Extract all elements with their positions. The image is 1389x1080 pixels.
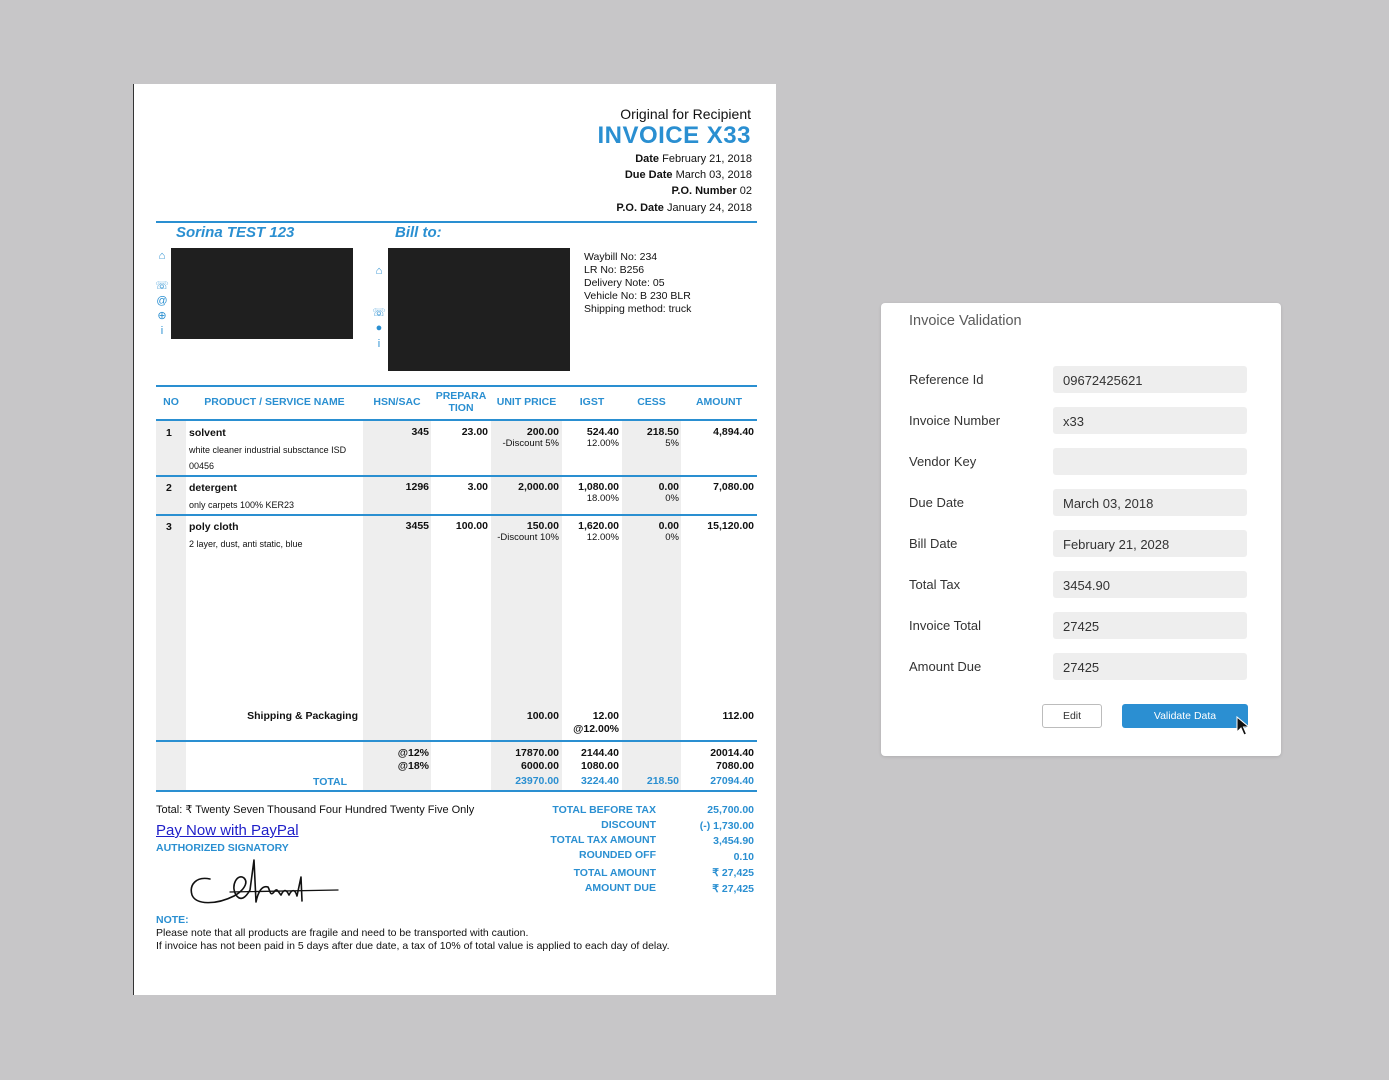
table-header-line bbox=[156, 419, 757, 421]
column-header-igst: IGST bbox=[579, 396, 605, 408]
invoice-po-date: P.O. Date January 24, 2018 bbox=[616, 202, 752, 214]
row-divider bbox=[156, 475, 757, 477]
invoice-date: Date February 21, 2018 bbox=[635, 153, 752, 165]
column-header-hsn: HSN/SAC bbox=[373, 396, 421, 408]
amount-due-input[interactable]: 27425 bbox=[1053, 653, 1247, 680]
header-divider bbox=[156, 221, 757, 223]
globe-icon: ⊕ bbox=[157, 310, 167, 322]
column-header-product: PRODUCT / SERVICE NAME bbox=[204, 396, 345, 408]
column-header-preparation: PREPARA TION bbox=[435, 390, 487, 414]
signature bbox=[188, 852, 340, 912]
field-invoice-total: Invoice Total 27425 bbox=[909, 612, 1247, 640]
column-header-cess: CESS bbox=[637, 396, 666, 408]
table-top-line bbox=[156, 385, 757, 387]
row-divider bbox=[156, 514, 757, 516]
field-total-tax: Total Tax 3454.90 bbox=[909, 571, 1247, 599]
column-header-amount: AMOUNT bbox=[695, 396, 743, 408]
field-reference-id: Reference Id 09672425621 bbox=[909, 366, 1247, 394]
invoice-po-number: P.O. Number 02 bbox=[671, 185, 752, 197]
invoice-number-input[interactable]: x33 bbox=[1053, 407, 1247, 434]
due-date-input[interactable]: March 03, 2018 bbox=[1053, 489, 1247, 516]
person-icon: ● bbox=[375, 322, 383, 334]
email-icon: @ bbox=[156, 295, 168, 307]
phone-icon: ☏ bbox=[372, 307, 386, 319]
mouse-cursor-icon bbox=[1236, 716, 1250, 736]
vendor-key-input[interactable] bbox=[1053, 448, 1247, 475]
seller-name: Sorina TEST 123 bbox=[176, 224, 295, 241]
invoice-document: Original for Recipient INVOICE X33 Date February 21, 2018 Due Date March 03, 2018 P.O. Number 02 P.O. Date January 24, 2018 Sorina TEST 123 Bill to: ⌂ ☏ @ ⊕ i ⌂ ☏ ● i Waybill No: 234 LR No: B256 Delivery Note: 05 Vehicle No: B 230 BLR Shipping method: truck NO PRODUCT / SERVICE NAME HSN/SAC PREPARA TION UNIT PRICE IGST CESS AMOUNT 1 solvent white cleaner industrial subsctance ISD 00456 345 23.00 200.00 -Discount 5% 524.40 12.00% 218.50 5% 4,894.40 2 detergent only carpets 100% KER23 1296 3.00 2,000.00 1,080.00 18.00% 0.00 0% 7,080.00 3 poly cloth 2 layer, dust, anti static, blue 3455 100.00 150.00 -Discount 10% 1,620.00 12.00% 0.00 0% 15,120.00 Shipping & Packaging 100.00 12.00 @12.00% 112.00 @12% 17870.00 2144.40 20014.40 @18% 6000.00 1080.00 7080.00 TOTAL 23970.00 3224.40 218.50 27094.40 Total: ₹ Twenty Seven Thousand Four Hundred Twenty Five Only Pay Now with PayPal AUTHORIZED SIGNATORY TOTAL BEFORE TAX DISCOUNT TOTAL TAX AMOUNT ROUNDED OFF TOTAL AMOUNT AMOUNT DUE 25,700.00 (-) 1,730.00 3,454.90 0.10 ₹ 27,425 ₹ 27,425 NOTE: Please note that all products are fragile and need to be transported with caution. If invoice has not been paid in 5 days after due date, a tax of 10% of total value is applied to each day of delay. bbox=[133, 84, 776, 995]
invoice-copy-label: Original for Recipient bbox=[620, 106, 751, 122]
info-icon: i bbox=[160, 325, 164, 337]
column-header-no: NO bbox=[163, 396, 179, 408]
invoice-validation-panel bbox=[881, 303, 1281, 756]
edit-button[interactable]: Edit bbox=[1042, 704, 1102, 728]
bill-to-label: Bill to: bbox=[395, 224, 442, 241]
summary-labels: TOTAL BEFORE TAX DISCOUNT TOTAL TAX AMOUNT ROUNDED OFF TOTAL AMOUNT AMOUNT DUE bbox=[550, 804, 656, 894]
buyer-address-redacted bbox=[388, 248, 570, 371]
reference-id-input[interactable]: 09672425621 bbox=[1053, 366, 1247, 393]
invoice-title: INVOICE X33 bbox=[597, 122, 751, 149]
seller-address-redacted bbox=[171, 248, 353, 339]
paypal-link[interactable]: Pay Now with PayPal bbox=[156, 822, 299, 839]
signatory-label: AUTHORIZED SIGNATORY bbox=[156, 842, 289, 854]
panel-title: Invoice Validation bbox=[909, 313, 1022, 329]
field-invoice-number: Invoice Number x33 bbox=[909, 407, 1247, 435]
home-icon: ⌂ bbox=[158, 250, 166, 262]
field-vendor-key: Vendor Key bbox=[909, 448, 1247, 476]
invoice-note: NOTE: Please note that all products are fragile and need to be transported with caution. If invoice has not been paid in 5 days after due date, a tax of 10% of total value is applied to each day of delay. bbox=[156, 914, 670, 952]
totals-bottom-line bbox=[156, 790, 757, 792]
total-in-words: Total: ₹ Twenty Seven Thousand Four Hundred Twenty Five Only bbox=[156, 804, 475, 816]
info-icon: i bbox=[377, 338, 381, 350]
home-icon: ⌂ bbox=[375, 265, 383, 277]
field-bill-date: Bill Date February 21, 2028 bbox=[909, 530, 1247, 558]
invoice-due-date: Due Date March 03, 2018 bbox=[624, 169, 752, 181]
shipping-info: Waybill No: 234 LR No: B256 Delivery Note: 05 Vehicle No: B 230 BLR Shipping method: truck bbox=[584, 251, 692, 315]
column-header-unit-price: UNIT PRICE bbox=[496, 396, 557, 408]
field-amount-due: Amount Due 27425 bbox=[909, 653, 1247, 681]
field-due-date: Due Date March 03, 2018 bbox=[909, 489, 1247, 517]
total-tax-input[interactable]: 3454.90 bbox=[1053, 571, 1247, 598]
invoice-total-input[interactable]: 27425 bbox=[1053, 612, 1247, 639]
validate-data-button[interactable]: Validate Data bbox=[1122, 704, 1248, 728]
table-bottom-line bbox=[156, 740, 757, 742]
bill-date-input[interactable]: February 21, 2028 bbox=[1053, 530, 1247, 557]
summary-values: 25,700.00 (-) 1,730.00 3,454.90 0.10 ₹ 27,425 ₹ 27,425 bbox=[699, 804, 754, 895]
phone-icon: ☏ bbox=[155, 280, 169, 292]
